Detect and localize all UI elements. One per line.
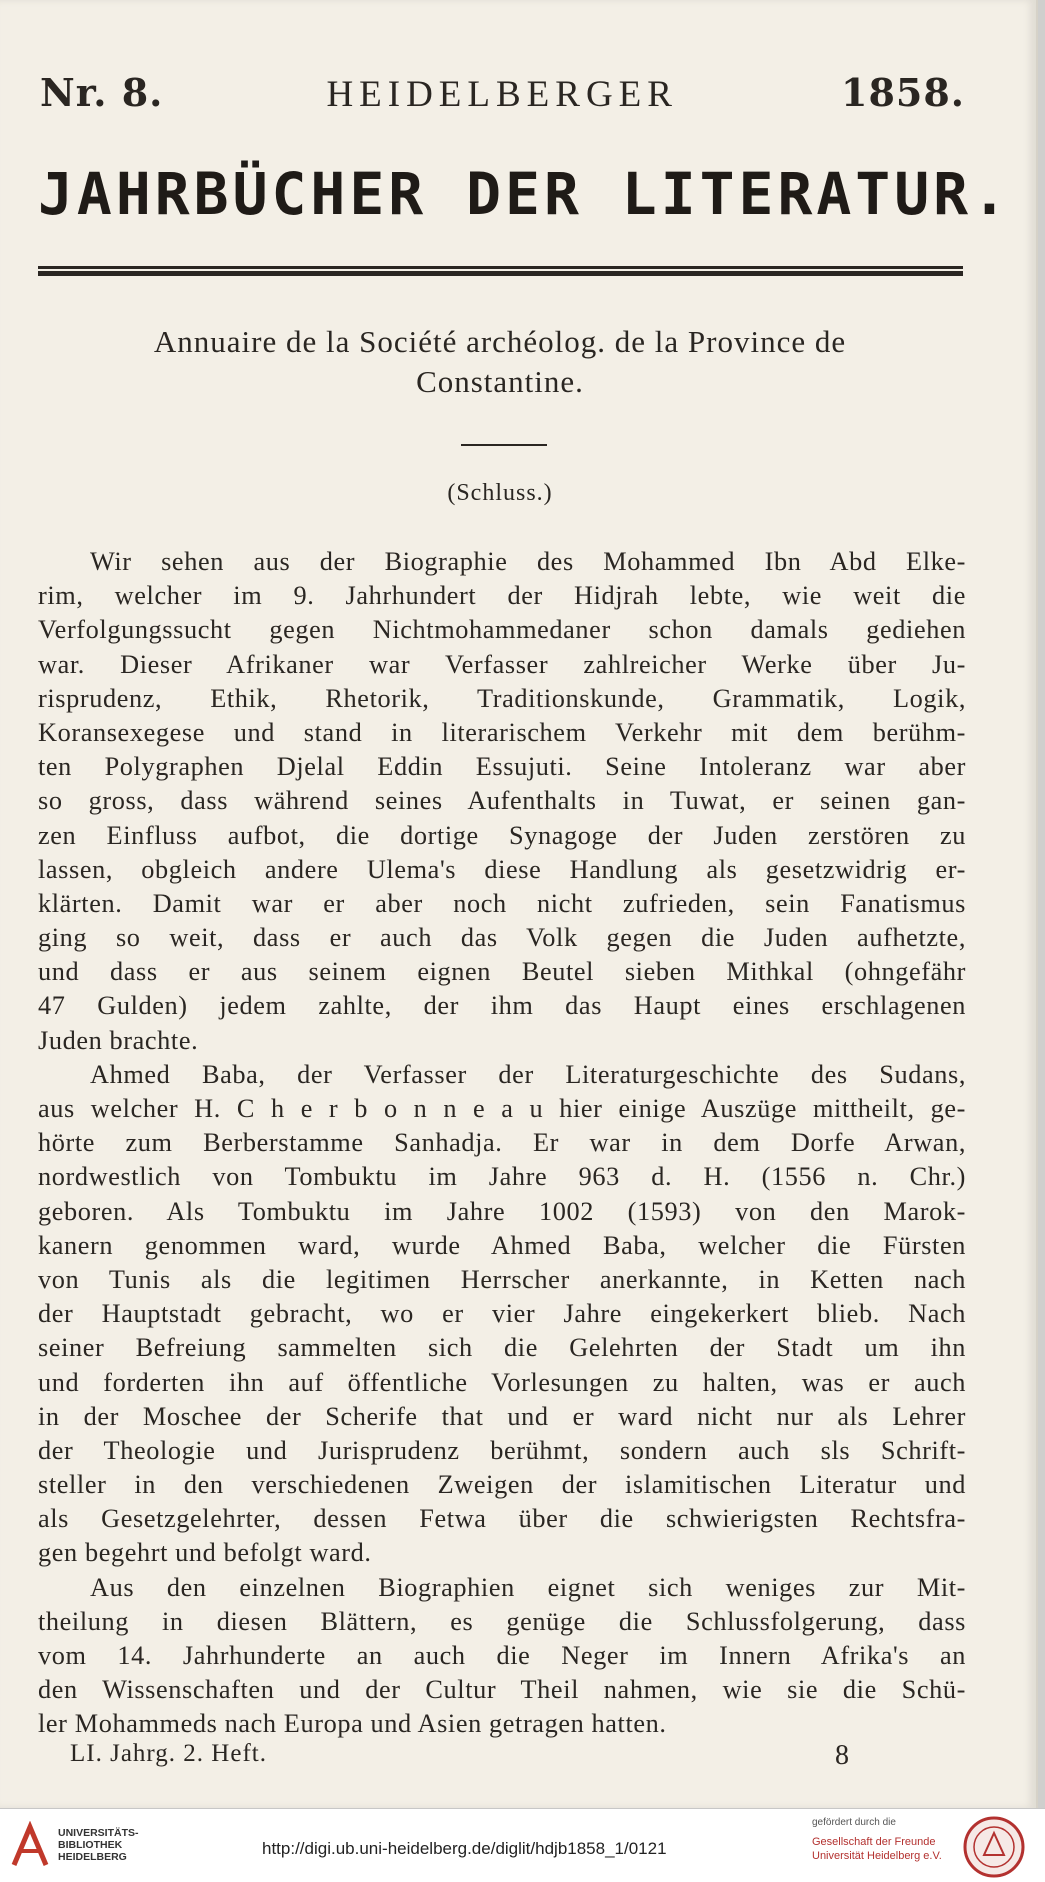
funder-name-line: Universität Heidelberg e.V. xyxy=(812,1850,942,1862)
text-line: zen Einfluss aufbot, die dortige Synagoge der Juden zerstören zu xyxy=(38,820,966,850)
text-line: geboren. Als Tombuktu im Jahre 1002 (1593) von den Marok- xyxy=(38,1196,966,1226)
header-rule xyxy=(38,266,963,276)
issue-number: Nr. 8. xyxy=(40,70,164,115)
text-line: kanern genommen ward, wurde Ahmed Baba, welcher die Fürsten xyxy=(38,1230,966,1260)
text-line: Wir sehen aus der Biographie des Mohammed Ibn Abd Elke- xyxy=(90,547,966,576)
text-line: Aus den einzelnen Biographien eignet sich weniges zur Mit- xyxy=(90,1572,966,1602)
text-line: in der Moschee der Scherife that und er ward nicht nur als Lehrer xyxy=(38,1401,966,1431)
university-seal-icon xyxy=(962,1815,1026,1879)
funder-name xyxy=(812,1835,942,1863)
library-logo-icon xyxy=(10,1821,50,1869)
library-name-line: HEIDELBERG xyxy=(58,1851,127,1863)
text-line: lassen, obgleich andere Ulema's diese Handlung als gesetzwidrig er- xyxy=(38,854,966,884)
text-line: 47 Gulden) jedem zahlte, der ihm das Haupt eines erschlagenen xyxy=(38,991,966,1021)
text-line: aus welcher H. C h e r b o n n e a u hier einige Auszüge mittheilt, ge- xyxy=(38,1094,966,1123)
issue-year: 1858. xyxy=(841,70,965,115)
text-line: risprudenz, Ethik, Rhetorik, Traditionskunde, Grammatik, Logik, xyxy=(38,683,966,713)
text-line: von Tunis als die legitimen Herrscher anerkannte, in Ketten nach xyxy=(38,1264,966,1294)
article-title-line: Constantine. xyxy=(416,364,584,399)
text-line: ging so weit, dass er auch das Volk gegen die Juden aufhetzte, xyxy=(38,923,966,953)
document-url-link[interactable]: http://digi.ub.uni-heidelberg.de/diglit/hdjb1858_1/0121 xyxy=(262,1839,667,1858)
funder-label: gefördert durch die xyxy=(812,1817,896,1828)
running-title: HEIDELBERGER xyxy=(326,74,678,115)
text-line: theilung in diesen Blättern, es genüge die Schlussfolgerung, dass xyxy=(38,1606,966,1636)
text-line: nordwestlich von Tombuktu im Jahre 963 d. H. (1556 n. Chr.) xyxy=(38,1162,966,1192)
running-header xyxy=(40,70,965,116)
text-line: als Gesetzgelehrter, dessen Fetwa über die schwierigsten Rechtsfra- xyxy=(38,1504,966,1534)
text-line: vom 14. Jahrhunderte an auch die Neger im Innern Afrika's an xyxy=(38,1641,966,1670)
text-line: den Wissenschaften und der Cultur Theil nahmen, wie sie die Schü- xyxy=(38,1675,966,1705)
text-line: und forderten ihn auf öffentliche Vorlesungen zu halten, was er auch xyxy=(38,1367,966,1397)
issue-signature: LI. Jahrg. 2. Heft. xyxy=(70,1740,267,1767)
text-line: klärten. Damit war er aber noch nicht zufrieden, sein Fanatismus xyxy=(38,888,966,918)
text-line: Juden brachte. xyxy=(38,1025,199,1055)
text-line: gen begehrt und befolgt ward. xyxy=(38,1538,372,1568)
page-footer xyxy=(70,1740,850,1772)
library-name xyxy=(58,1827,139,1863)
digital-library-bar xyxy=(0,1808,1045,1882)
text-line: Koransexegese und stand in literarischem Verkehr mit dem berühm- xyxy=(38,717,966,747)
continuation-note: (Schluss.) xyxy=(447,480,553,506)
funder-name-line: Gesellschaft der Freunde xyxy=(812,1836,936,1848)
text-line: Verfolgungssucht gegen Nichtmohammedaner schon damals gediehen xyxy=(38,615,966,645)
text-line: und dass er aus seinem eignen Beutel sieben Mithkal (ohngefähr xyxy=(38,957,966,987)
text-line: ten Polygraphen Djelal Eddin Essujuti. Seine Intoleranz war aber xyxy=(38,752,966,782)
article-title xyxy=(60,322,940,402)
text-line: hörte zum Berberstamme Sanhadja. Er war in dem Dorfe Arwan, xyxy=(38,1128,966,1158)
page-number: 8 xyxy=(835,1740,850,1771)
text-line: der Theologie und Jurisprudenz berühmt, sondern auch sls Schrift- xyxy=(38,1435,966,1465)
journal-title: JAHRBÜCHER DER LITERATUR. xyxy=(38,160,1011,228)
text-line: Ahmed Baba, der Verfasser der Literaturgeschichte des Sudans, xyxy=(90,1059,966,1089)
text-line: der Hauptstadt gebracht, wo er vier Jahre eingekerkert blieb. Nach xyxy=(38,1299,966,1329)
library-name-line: UNIVERSITÄTS- xyxy=(58,1827,139,1839)
library-name-line: BIBLIOTHEK xyxy=(58,1839,123,1851)
title-divider xyxy=(461,444,547,446)
article-title-line: Annuaire de la Société archéolog. de la Province de xyxy=(153,324,847,359)
text-line: seiner Befreiung sammelten sich die Gelehrten der Stadt um ihn xyxy=(38,1333,966,1363)
text-line: rim, welcher im 9. Jahrhundert der Hidjrah lebte, wie weit die xyxy=(38,581,966,611)
text-line: ler Mohammeds nach Europa und Asien getragen hatten. xyxy=(38,1709,667,1739)
text-line: so gross, dass während seines Aufenthalts in Tuwat, er seinen gan- xyxy=(38,786,966,816)
text-line: war. Dieser Afrikaner war Verfasser zahlreicher Werke über Ju- xyxy=(38,649,966,679)
article-body xyxy=(38,545,966,1742)
text-line: steller in den verschiedenen Zweigen der islamitischen Literatur und xyxy=(38,1470,966,1500)
